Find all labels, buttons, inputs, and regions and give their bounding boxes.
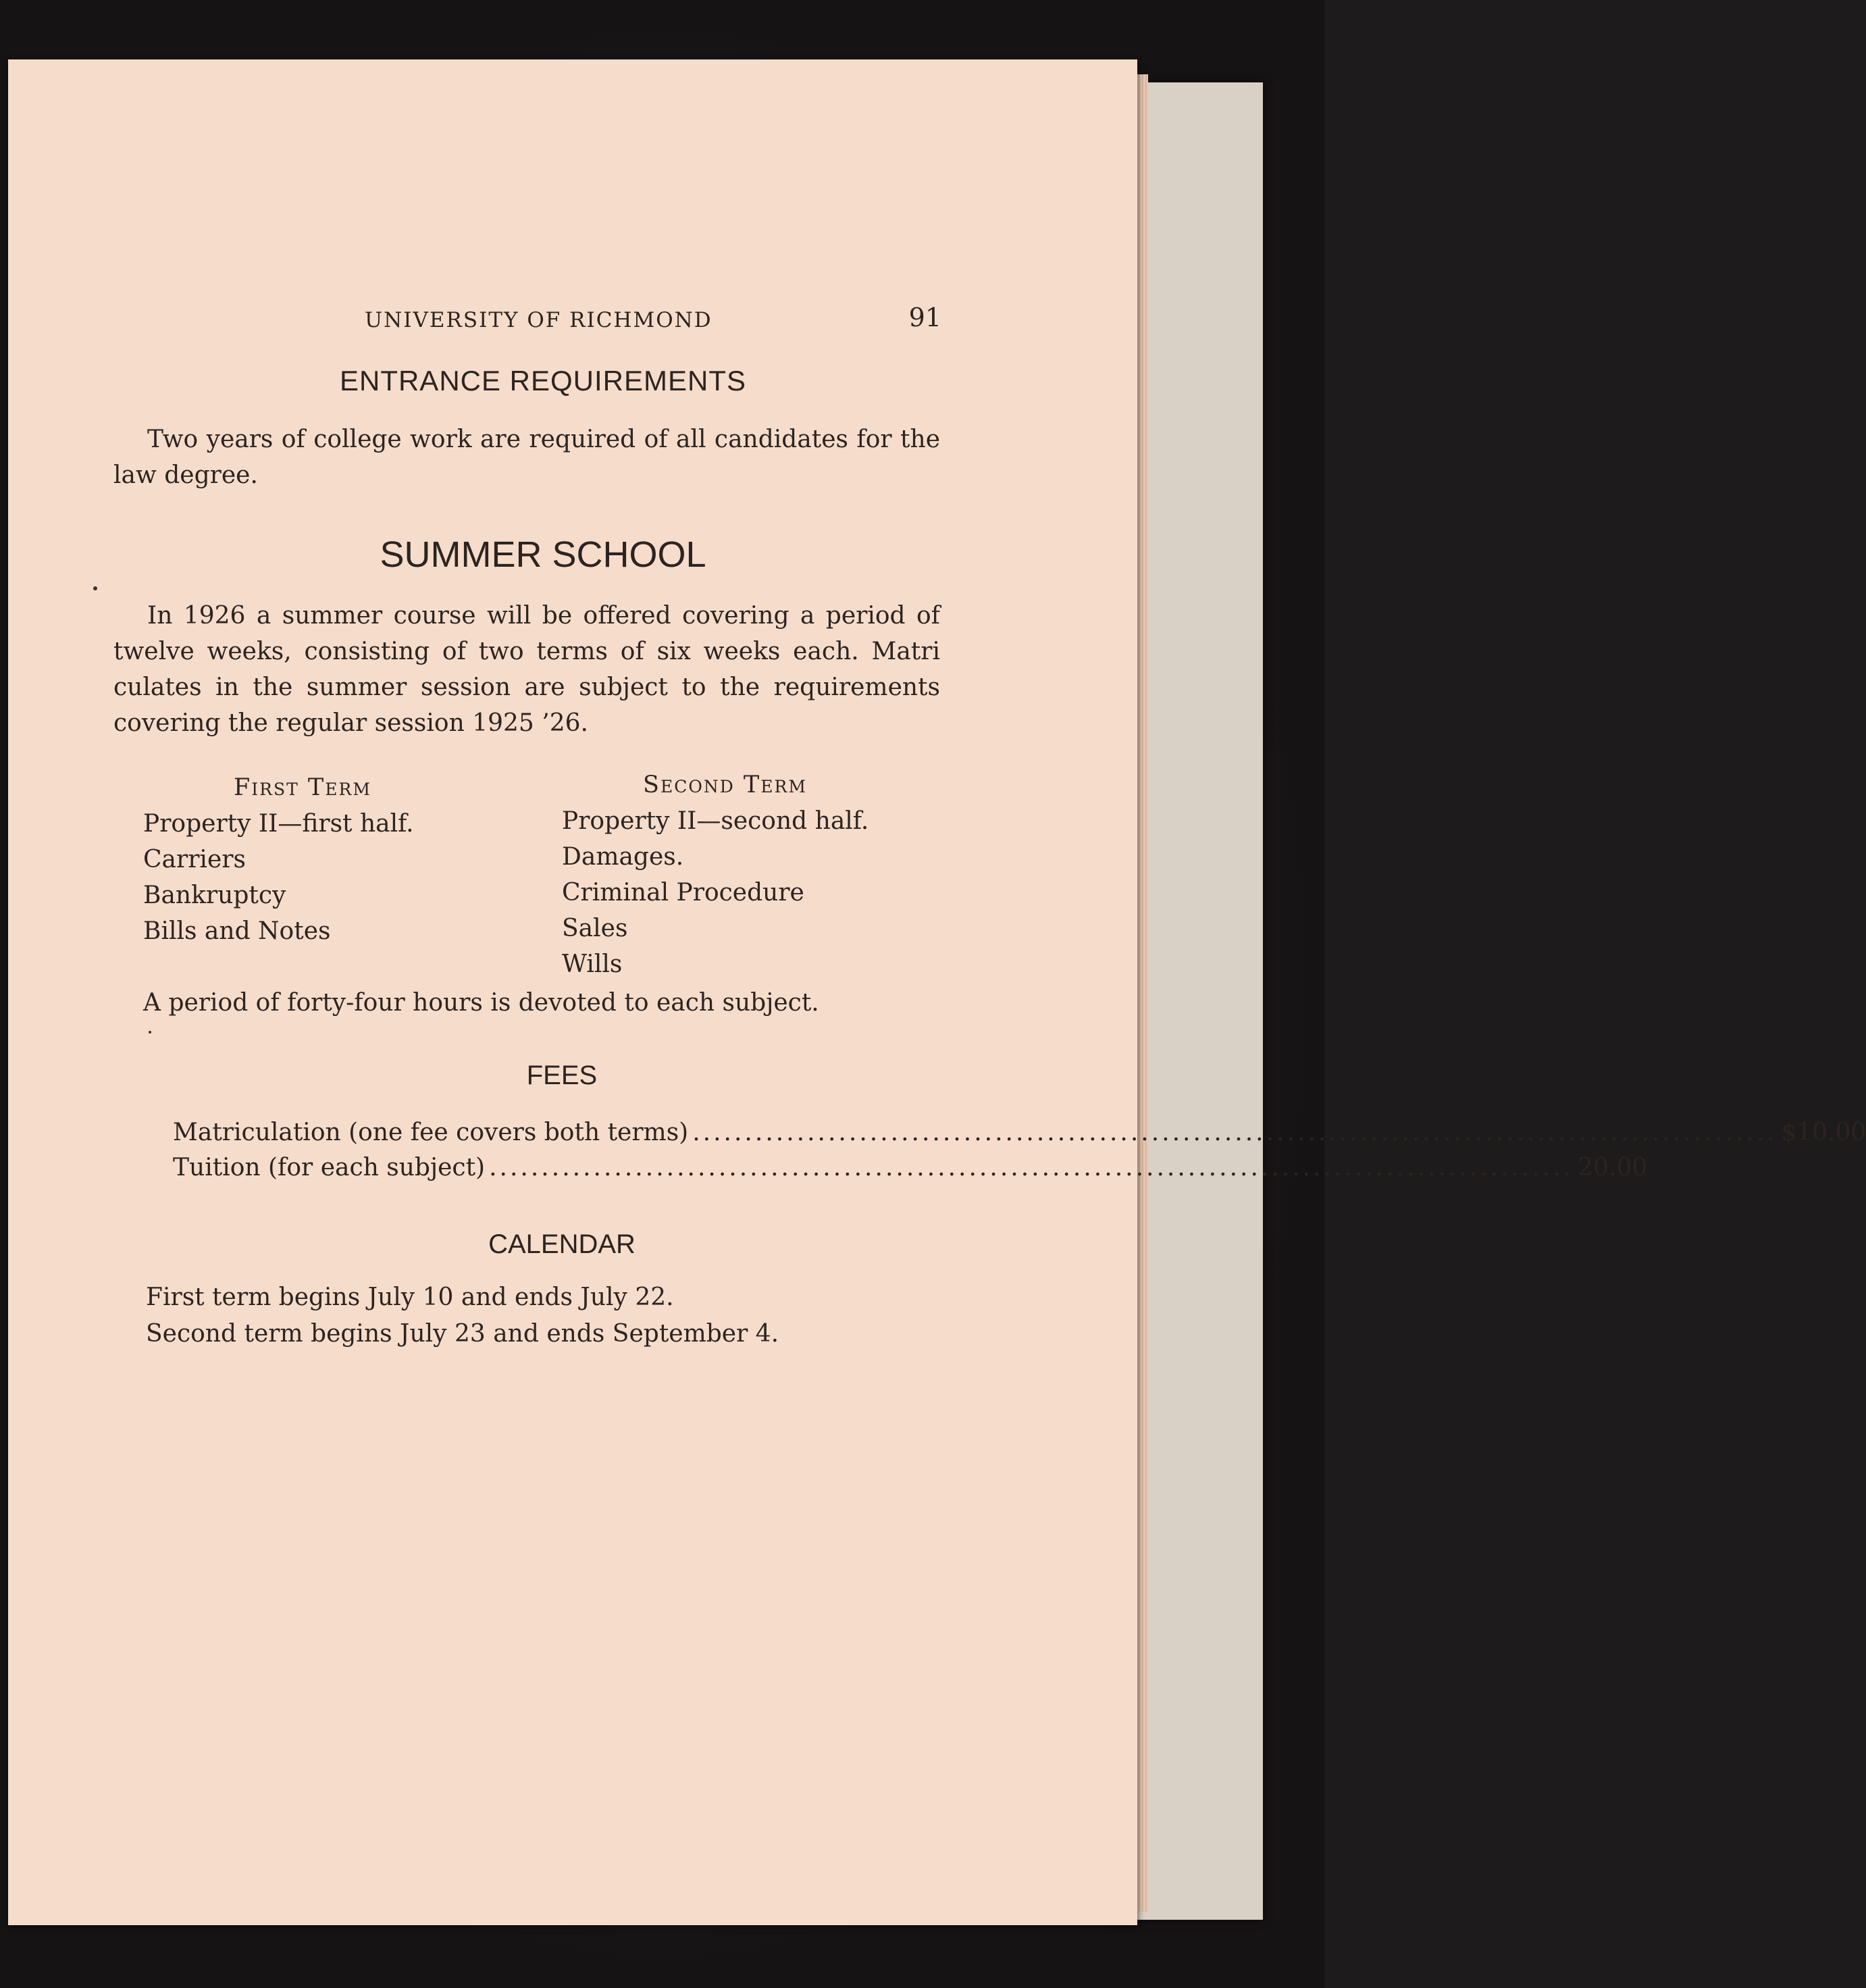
second-term-subject: Damages. [562,843,684,871]
dot-leader: ........................................................................................................ [692,1119,1778,1146]
fee-row [173,1154,1648,1181]
entrance-requirements-text: Two years of college work are required of all candidates for the law degree. [113,426,940,489]
fees-heading: FEES [526,1061,598,1090]
fee-amount: $10.00 [1781,1119,1866,1146]
ink-speck [149,1031,151,1034]
calendar-heading: CALENDAR [488,1229,636,1259]
period-note: A period of forty-four hours is devoted to each subject. [143,989,819,1017]
calendar-line: First term begins July 10 and ends July 22. [146,1283,674,1311]
running-head [365,303,941,332]
first-term-subject: Bankruptcy [143,882,286,909]
document-page [8,59,1866,1925]
second-term-subject: Property II—second half. [562,807,869,835]
first-term-column [143,770,521,949]
first-term-subject: Property II—first half. [143,810,414,838]
first-term-subject: Bills and Notes [143,917,331,945]
entrance-requirements-heading: ENTRANCE REQUIREMENTS [339,365,747,397]
fee-label: Matriculation (one fee covers both terms) [173,1119,689,1146]
second-term-subject: Sales [562,915,628,942]
calendar-line: Second term begins July 23 and ends September 4. [146,1320,779,1348]
summer-school-text: In 1926 a summer course will be offered covering a period of twelve weeks, consisting of two terms of six weeks each. Matri culates in the summer session are subject to the requirements covering the regular session 1925 ’26. [113,602,940,737]
dot-leader: ........................................................................................................ [489,1154,1574,1181]
second-term-subject: Criminal Procedure [562,879,804,907]
page-number: 91 [908,303,941,332]
summer-school-heading: SUMMER SCHOOL [380,534,706,575]
second-term-subject: Wills [562,950,623,978]
fee-row [173,1119,1866,1146]
fee-amount: 20.00 [1578,1154,1648,1181]
running-head-title: UNIVERSITY OF RICHMOND [365,308,712,332]
first-term-heading: First Term [234,774,371,801]
first-term-subject: Carriers [143,846,246,873]
ink-speck [93,586,97,590]
second-term-heading: Second Term [643,771,807,798]
second-term-column [562,767,940,982]
fee-label: Tuition (for each subject) [173,1154,486,1181]
